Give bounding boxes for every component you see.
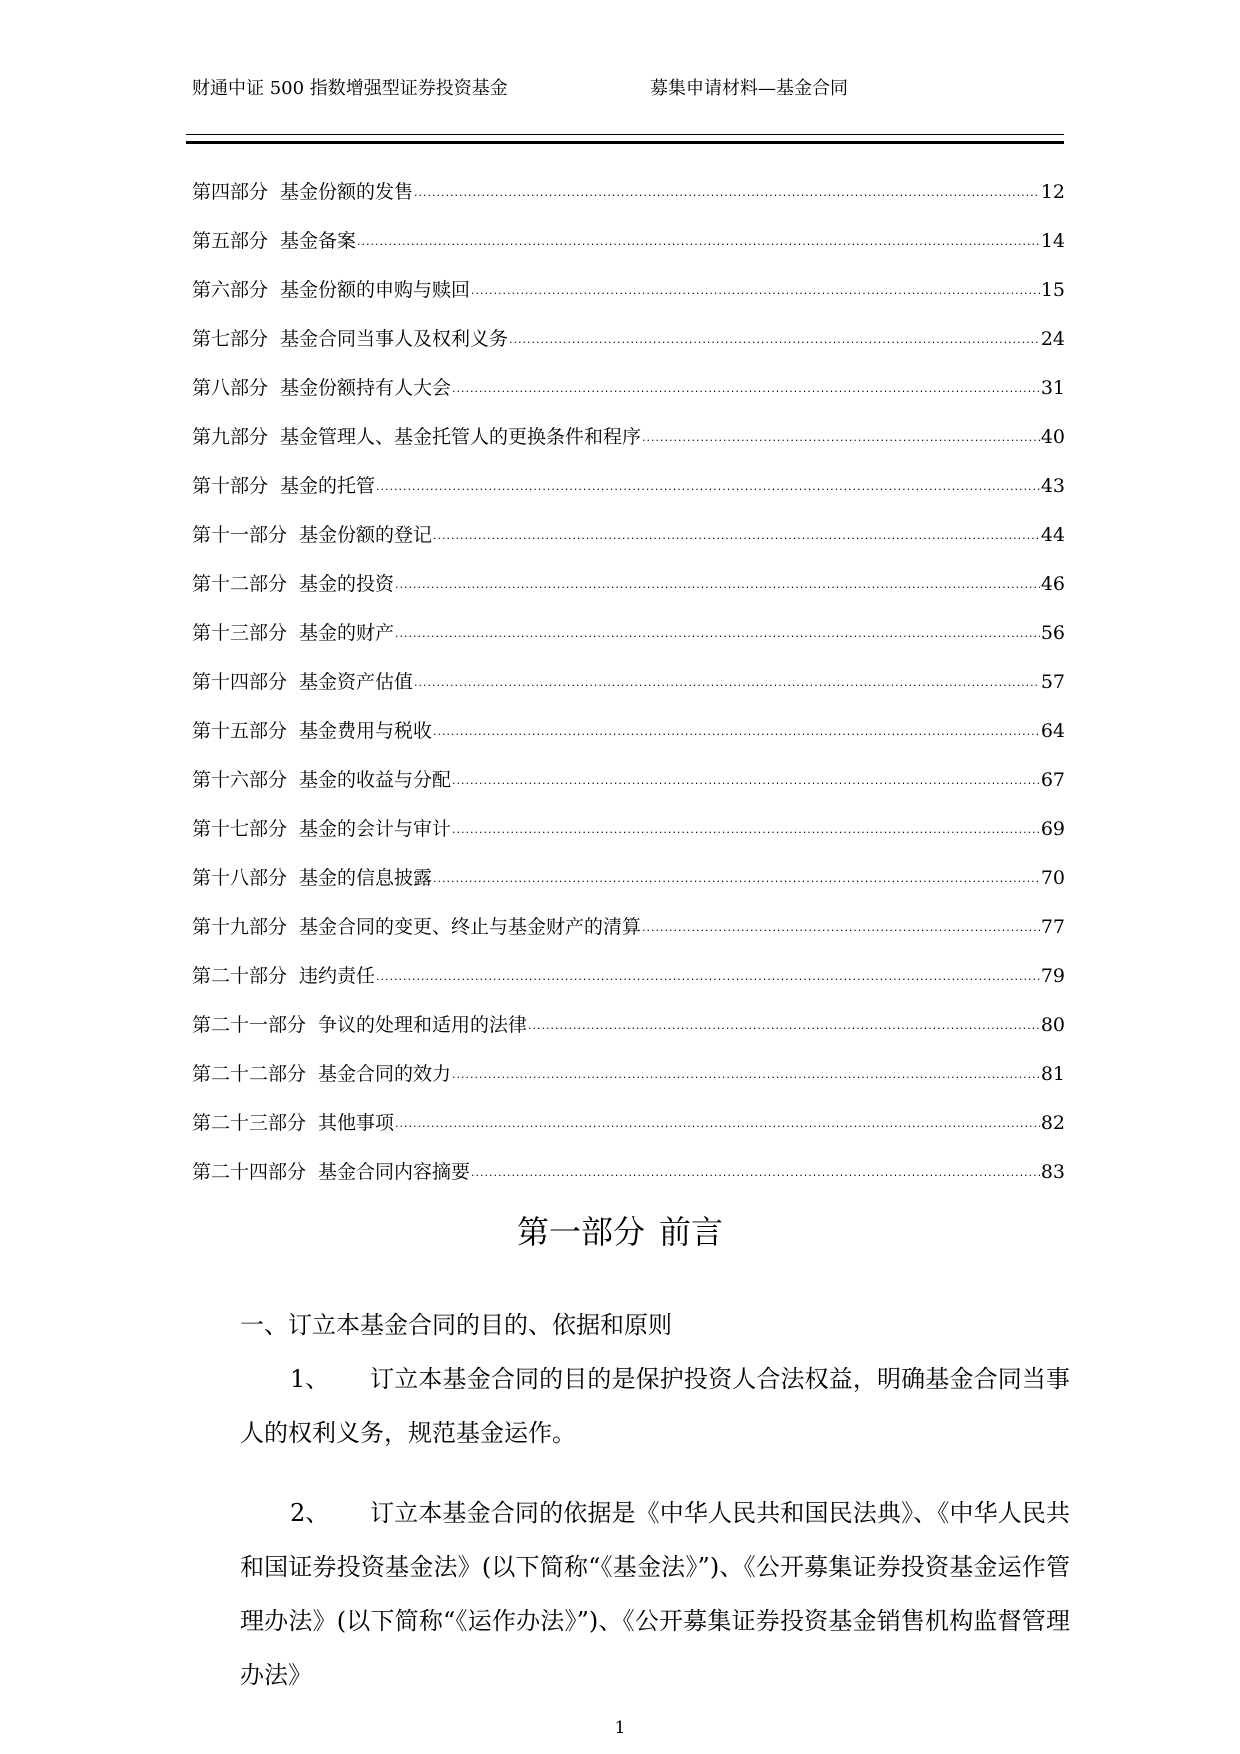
toc-leader-dots	[452, 1066, 1040, 1087]
header-rule-thin	[186, 134, 1064, 135]
toc-title: 基金的收益与分配	[299, 769, 452, 791]
section-heading: 一、订立本基金合同的目的、依据和原则	[240, 1311, 672, 1339]
toc-leader-dots	[642, 919, 1040, 940]
toc-entry[interactable]	[192, 450, 1065, 499]
toc-page-number: 67	[1040, 769, 1065, 791]
toc-label	[192, 718, 432, 744]
toc-leader-dots	[414, 184, 1040, 205]
toc-label	[192, 963, 375, 989]
toc-page-number: 40	[1040, 426, 1065, 448]
toc-title: 基金合同的效力	[318, 1063, 452, 1085]
toc-page-number: 15	[1040, 279, 1065, 301]
toc-label	[192, 865, 432, 891]
toc-part-number: 第十三部分	[192, 622, 288, 644]
toc-entry[interactable]	[192, 744, 1065, 793]
toc-entry[interactable]	[192, 1038, 1065, 1087]
toc-title: 违约责任	[299, 965, 376, 987]
header-document-type: 募集申请材料—基金合同	[650, 78, 848, 99]
part-name: 前言	[659, 1213, 724, 1251]
paragraph-number: 1、	[290, 1365, 330, 1393]
toc-label	[192, 571, 394, 597]
toc-title: 基金的财产	[299, 622, 395, 644]
toc-entry[interactable]	[192, 205, 1065, 254]
toc-part-number: 第十九部分	[192, 916, 288, 938]
toc-page-number: 70	[1040, 867, 1065, 889]
toc-page-number: 14	[1040, 230, 1065, 252]
toc-title: 基金的信息披露	[299, 867, 433, 889]
toc-label	[192, 179, 413, 205]
toc-page-number: 56	[1040, 622, 1065, 644]
toc-part-number: 第十六部分	[192, 769, 288, 791]
toc-leader-dots	[376, 968, 1040, 989]
header-fund-name: 财通中证 500 指数增强型证券投资基金	[192, 78, 508, 99]
toc-part-number: 第二十部分	[192, 965, 288, 987]
toc-leader-dots	[433, 527, 1040, 548]
toc-part-number: 第二十三部分	[192, 1112, 307, 1134]
toc-page-number: 80	[1040, 1014, 1065, 1036]
toc-page-number: 24	[1040, 328, 1065, 350]
toc-title: 基金份额的发售	[280, 181, 414, 203]
toc-page-number: 12	[1040, 181, 1065, 203]
toc-leader-dots	[452, 821, 1040, 842]
toc-page-number: 31	[1040, 377, 1065, 399]
toc-label	[192, 424, 641, 450]
toc-entry[interactable]	[192, 695, 1065, 744]
toc-entry[interactable]	[192, 989, 1065, 1038]
header-rule-thick	[186, 141, 1064, 144]
toc-page-number: 81	[1040, 1063, 1065, 1085]
toc-leader-dots	[395, 1115, 1040, 1136]
toc-leader-dots	[471, 282, 1040, 303]
toc-leader-dots	[528, 1017, 1040, 1038]
toc-part-number: 第六部分	[192, 279, 269, 301]
toc-part-number: 第十五部分	[192, 720, 288, 742]
toc-entry[interactable]	[192, 940, 1065, 989]
toc-entry[interactable]	[192, 891, 1065, 940]
toc-entry[interactable]	[192, 597, 1065, 646]
toc-part-number: 第十部分	[192, 475, 269, 497]
toc-page-number: 57	[1040, 671, 1065, 693]
toc-entry[interactable]	[192, 499, 1065, 548]
toc-label	[192, 767, 451, 793]
toc-part-number: 第九部分	[192, 426, 269, 448]
toc-page-number: 77	[1040, 916, 1065, 938]
toc-entry[interactable]	[192, 254, 1065, 303]
toc-part-number: 第二十二部分	[192, 1063, 307, 1085]
toc-part-number: 第五部分	[192, 230, 269, 252]
toc-leader-dots	[452, 380, 1040, 401]
toc-title: 基金费用与税收	[299, 720, 433, 742]
toc-title: 基金管理人、基金托管人的更换条件和程序	[280, 426, 642, 448]
paragraph-text: 订立本基金合同的目的是保护投资人合法权益，明确基金合同当事人的权利义务，规范基金运作。	[240, 1365, 1070, 1447]
toc-label	[192, 914, 641, 940]
toc-leader-dots	[509, 331, 1040, 352]
toc-label	[192, 1012, 527, 1038]
toc-title: 基金的托管	[280, 475, 376, 497]
toc-part-number: 第八部分	[192, 377, 269, 399]
toc-part-number: 第七部分	[192, 328, 269, 350]
toc-page-number: 44	[1040, 524, 1065, 546]
toc-entry[interactable]	[192, 352, 1065, 401]
toc-title: 基金资产估值	[299, 671, 414, 693]
toc-leader-dots	[452, 772, 1040, 793]
toc-entry[interactable]	[192, 303, 1065, 352]
toc-label	[192, 277, 470, 303]
toc-leader-dots	[642, 429, 1040, 450]
toc-part-number: 第二十四部分	[192, 1161, 307, 1183]
toc-leader-dots	[414, 674, 1040, 695]
toc-part-number: 第四部分	[192, 181, 269, 203]
toc-label	[192, 1110, 394, 1136]
toc-title: 基金的会计与审计	[299, 818, 452, 840]
toc-leader-dots	[376, 478, 1040, 499]
paragraph-text: 订立本基金合同的依据是《中华人民共和国民法典》、《中华人民共和国证券投资基金法》(以下简称“《基金法》”)、《公开募集证券投资基金运作管理办法》(以下简称“《运作办法》”)、《公开募集证券投资基金销售机构监督管理办法》	[240, 1499, 1070, 1689]
toc-entry[interactable]	[192, 1087, 1065, 1136]
toc-part-number: 第十七部分	[192, 818, 288, 840]
toc-page-number: 79	[1040, 965, 1065, 987]
toc-title: 争议的处理和适用的法律	[318, 1014, 528, 1036]
toc-leader-dots	[471, 1164, 1040, 1185]
toc-leader-dots	[433, 870, 1040, 891]
toc-title: 基金合同内容摘要	[318, 1161, 471, 1183]
toc-part-number: 第十二部分	[192, 573, 288, 595]
toc-page-number: 43	[1040, 475, 1065, 497]
toc-title: 基金份额持有人大会	[280, 377, 452, 399]
toc-title: 基金合同的变更、终止与基金财产的清算	[299, 916, 642, 938]
toc-label	[192, 228, 356, 254]
toc-title: 基金份额的登记	[299, 524, 433, 546]
toc-entry[interactable]	[192, 793, 1065, 842]
toc-leader-dots	[395, 625, 1040, 646]
toc-entry[interactable]	[192, 548, 1065, 597]
part-title	[0, 1210, 1240, 1254]
table-of-contents	[192, 156, 1065, 1185]
toc-label	[192, 816, 451, 842]
toc-label	[192, 522, 432, 548]
toc-entry[interactable]	[192, 401, 1065, 450]
toc-label	[192, 1159, 470, 1185]
toc-page-number: 69	[1040, 818, 1065, 840]
toc-title: 其他事项	[318, 1112, 395, 1134]
paragraph	[240, 1352, 1070, 1460]
toc-label	[192, 473, 375, 499]
toc-label	[192, 1061, 451, 1087]
toc-entry[interactable]	[192, 646, 1065, 695]
toc-part-number: 第十一部分	[192, 524, 288, 546]
page-number: 1	[614, 1718, 626, 1738]
toc-entry[interactable]	[192, 1136, 1065, 1185]
toc-title: 基金的投资	[299, 573, 395, 595]
toc-part-number: 第十四部分	[192, 671, 288, 693]
toc-part-number: 第二十一部分	[192, 1014, 307, 1036]
toc-label	[192, 620, 394, 646]
toc-leader-dots	[395, 576, 1040, 597]
toc-entry[interactable]	[192, 156, 1065, 205]
toc-label	[192, 326, 508, 352]
toc-label	[192, 669, 413, 695]
paragraph	[240, 1486, 1070, 1702]
toc-title: 基金份额的申购与赎回	[280, 279, 471, 301]
paragraph-number: 2、	[290, 1499, 330, 1527]
toc-page-number: 46	[1040, 573, 1065, 595]
toc-part-number: 第十八部分	[192, 867, 288, 889]
toc-page-number: 83	[1040, 1161, 1065, 1183]
toc-leader-dots	[357, 233, 1040, 254]
toc-entry[interactable]	[192, 842, 1065, 891]
toc-page-number: 64	[1040, 720, 1065, 742]
part-number: 第一部分	[516, 1213, 645, 1251]
toc-leader-dots	[433, 723, 1040, 744]
toc-page-number: 82	[1040, 1112, 1065, 1134]
toc-title: 基金备案	[280, 230, 357, 252]
toc-title: 基金合同当事人及权利义务	[280, 328, 509, 350]
toc-label	[192, 375, 451, 401]
